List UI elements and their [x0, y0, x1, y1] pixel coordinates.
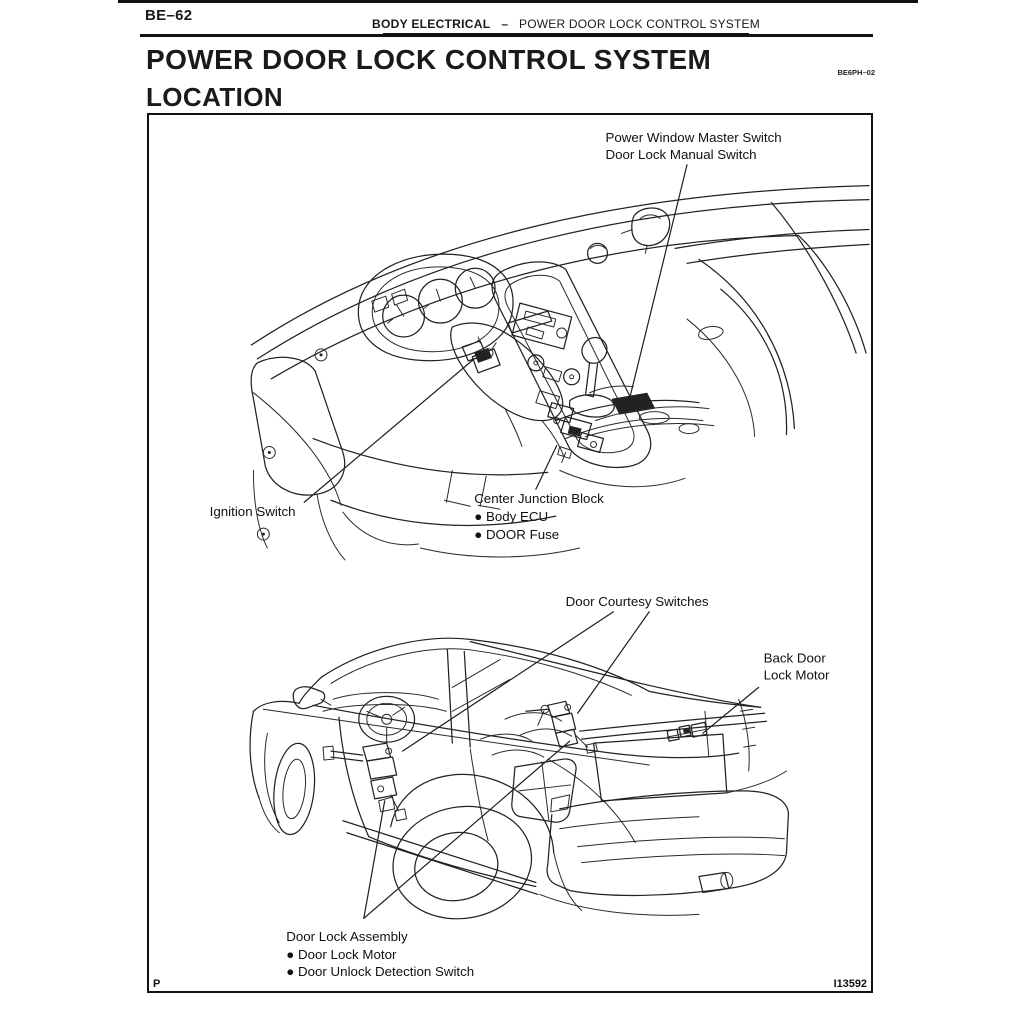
label-door-fuse: ● DOOR Fuse	[474, 527, 560, 543]
label-lock-motor: Lock Motor	[763, 667, 830, 683]
door-lock-assembly-mechanism-left	[323, 743, 407, 821]
leader-back-door-lock-motor	[703, 687, 759, 733]
running-header-separator: –	[501, 17, 509, 31]
callout-labels	[210, 130, 830, 979]
leader-courtesy-right	[578, 612, 650, 714]
scan-edge-bar	[118, 0, 918, 3]
figure-corner-mark: P	[152, 978, 161, 991]
leader-lock-assembly-left	[364, 801, 385, 918]
interior-through-glass	[323, 693, 572, 757]
label-door-lock-assembly: Door Lock Assembly	[286, 929, 408, 945]
power-window-master-switch-mechanism	[586, 386, 714, 437]
label-back-door: Back Door	[763, 650, 826, 666]
back-door-lock-motor-mechanism	[667, 722, 707, 741]
leader-courtesy-left	[403, 612, 614, 751]
door-lock-assembly-mechanism-right	[526, 701, 598, 753]
label-body-ecu: ● Body ECU	[474, 509, 549, 525]
label-door-unlock-detection-switch: ● Door Unlock Detection Switch	[286, 964, 475, 980]
location-figure	[149, 115, 871, 991]
label-door-lock-manual-switch: Door Lock Manual Switch	[605, 146, 757, 162]
location-figure-frame	[147, 113, 873, 993]
label-door-lock-motor: ● Door Lock Motor	[286, 947, 397, 963]
center-junction-block-mechanism	[548, 403, 604, 463]
running-header	[372, 17, 760, 35]
leader-power-window-master-switch	[628, 165, 687, 404]
page-title: POWER DOOR LOCK CONTROL SYSTEM	[146, 44, 712, 75]
instrument-cluster	[358, 254, 513, 361]
label-center-junction-block: Center Junction Block	[474, 491, 604, 507]
label-door-courtesy-switches: Door Courtesy Switches	[565, 593, 709, 609]
taillight	[512, 759, 576, 822]
revision-code: BE6PH–02	[837, 68, 875, 77]
running-header-section: BODY ELECTRICAL	[372, 17, 491, 31]
running-header-topic: POWER DOOR LOCK CONTROL SYSTEM	[519, 17, 760, 31]
page-number: BE–62	[145, 7, 193, 24]
header-rule	[140, 34, 873, 37]
leader-center-junction-block	[536, 445, 557, 489]
figure-code: I13592	[833, 978, 868, 991]
steering-column	[451, 311, 564, 456]
label-power-window-master-switch: Power Window Master Switch	[605, 129, 782, 145]
label-ignition-switch: Ignition Switch	[209, 504, 296, 520]
leader-ignition-switch	[304, 359, 474, 502]
section-heading: LOCATION	[146, 82, 284, 112]
